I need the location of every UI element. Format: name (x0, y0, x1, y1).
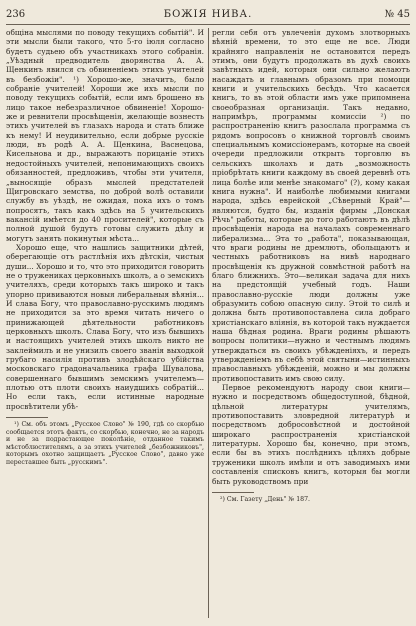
page-number: 236 (6, 9, 26, 20)
footnote-separator (212, 492, 254, 493)
left-paragraph-1: общіна мыслями по поводу текущихъ событій". И эти мысли были такого, что 5-го іюля согласно будетъ судьею объ участникахъ этого собранія. „Уѣздный предводитель дворянства А. А. Щенкинъ явился съ обвиненіемъ этихъ учителей въ безбожіи". ¹) Хорошо-же, значитъ, было собраніе учителей! Хороши же ихъ мысли по поводу текущихъ событій, если имъ брошено въ лицо такое небезразличное обвиненіе! Хорошо-же и ревнители просвѣщенія, желающіе вознесть этихъ учителей въ глазахъ народа и стать ближе къ нему! И неудивительно, если добрые русскіе люди, въ родѣ А. А. Щенкина, Васнецова, Кисельнова и др., выражаютъ порицаніе этихъ недостойныхъ учителей, непонимающихъ своихъ обязанностей, предложивъ, чтобы эти учителя, „выносящіе образъ мыслей предстателей Щигровскаго земства, по доброй волѣ оставили службу въ уѣздѣ, не ожидая, пока ихъ о томъ попросятъ, такъ какъ здѣсь на 5 учительскихъ вакансій имѣется до 40 просителей", которые съ полной душой будутъ готовы служить дѣлу и могутъ занять покинутыя мѣста... (6, 28, 204, 243)
publication-title: БОЖІЯ НИВА. (163, 9, 253, 20)
right-paragraph-1: регли себя отъ увлеченія духомъ злотворныхъ вѣяній времени, то это еще не все. Люди крайняго направленія не остановятся передъ этимъ, они будутъ продолжать въ духѣ своихъ завѣтныхъ идей, которыя они сильно желаютъ насаждать и главнымъ образомъ при помощи книги и учительскихъ бесѣдъ. Что касается книгъ, то въ этой области имъ уже припомнена своеобразная организація. Такъ недавно, напримѣръ, программы комиссіи ²) по распространенію книгъ разослала программа съ рядомъ вопросовъ о книжной торговлѣ своимъ специальнымъ комиссіонерамъ, которые на своей очереди предложили открыть торговлю въ сельскихъ школахъ и дать „возможность пріобрѣтать книги каждому въ своей деревнѣ отъ лица болѣе или менѣе знакомаго" (?), кому какая книга нужна". И наиболѣе любимыми книгами народа, здѣсь еврейской „Сѣверный Край"—являются, будто бы, изданія фирмы „Донская Рѣчь" работы, которые до того работаютъ въ дѣлѣ просвѣщенія народа на началахъ современнаго либерализма... Эта то „работа", показывающая, что враги родины не дремлютъ, обольщаютъ и честныхъ работниковъ на нивѣ народнаго просвѣщенія къ дружной совмѣстной работѣ на благо ближнихъ. Это—великая задача для нихъ на предстоящій учебный годъ. Наши православно-русскіе люди должны уже образумить собою опасную силу. Этой то силѣ и должна быть противопоставлена сила добраго христіанскаго вліянія, въ которой такъ нуждается наша бѣдная родина. Враги родины рѣшаютъ вопросы политики—нужно и честнымъ людямъ утверждаться въ своихъ убѣжденіяхъ, и передъ утвержденіемъ въ себѣ этой святыни—истинныхъ православныхъ убѣжденій, можно и мы должны противопоставить имъ свою силу. (212, 28, 410, 383)
right-column (212, 28, 410, 503)
left-paragraph-2: Хорошо еще, что нашлись защитники дѣтей, оберегающіе отъ растлѣнія ихъ дѣтскія, чистыя души... Хорошо и то, что это приходится говорить не о тружениках церковныхъ школъ, а о земскихъ учителяхъ, среди которыхъ такъ широко и такъ упорно прививаются новыя либеральныя вѣянія... И слава Богу, что православно-русскимъ людямъ не приходится за это время читать ничего о принижающей дѣятельности работниковъ церковныхъ школъ. Слава Богу, что изъ бывшихъ и настоящихъ учителей этихъ школъ никто не заклеймилъ и не унизилъ своего званія выходкой грубаго насилія противъ злодѣйскаго убійства московскаго градоначальника графа Шувалова, совершеннаго бывшимъ земскимъ учителемъ—плотью отъ плоти своихъ наиудшихъ собратій... Но если такъ, если истинные народные просвѣтители убѣ- (6, 242, 204, 411)
left-column (6, 28, 204, 466)
column-divider (208, 28, 209, 618)
footnote-2: ²) См. Газету „День" № 187. (220, 495, 310, 503)
right-footnotes (212, 496, 410, 504)
page-header (6, 8, 410, 22)
right-paragraph-2: Первое рекомендуютъ народу свои книги—нужно и посредствомъ общедоступной, бѣдной, цѣльной литературы учителямъ, противопоставить зловредной литературѣ и посредствомъ добросовѣстной и достойной широкаго распространенія христіанской литературы. Хорошо бы, конечно, при этомъ, если бы въ этихъ послѣднихъ цѣляхъ добрые труженики школъ имѣли и отъ заводимыхъ ими составленія списковъ книгъ, которыя бы могли быть руководствомъ при (212, 383, 410, 486)
footnote-1: ¹) См. объ этомъ „Русское Слово" № 190, гдѣ со скорбью сообщается этотъ фактъ, со скорбью, конечно, не за народъ и не за подрастающее поколѣніе, отданное такимъ мѣстоблюстителямъ, а за этихъ учителей „безбожниковъ", которымъ охотно защищаетъ „Русское Слово", давно уже переставшее быть „русскимъ". (6, 421, 205, 466)
issue-number: № 45 (384, 9, 410, 20)
left-footnotes (6, 421, 204, 466)
header-rule (6, 24, 410, 25)
footnote-separator (6, 417, 48, 418)
